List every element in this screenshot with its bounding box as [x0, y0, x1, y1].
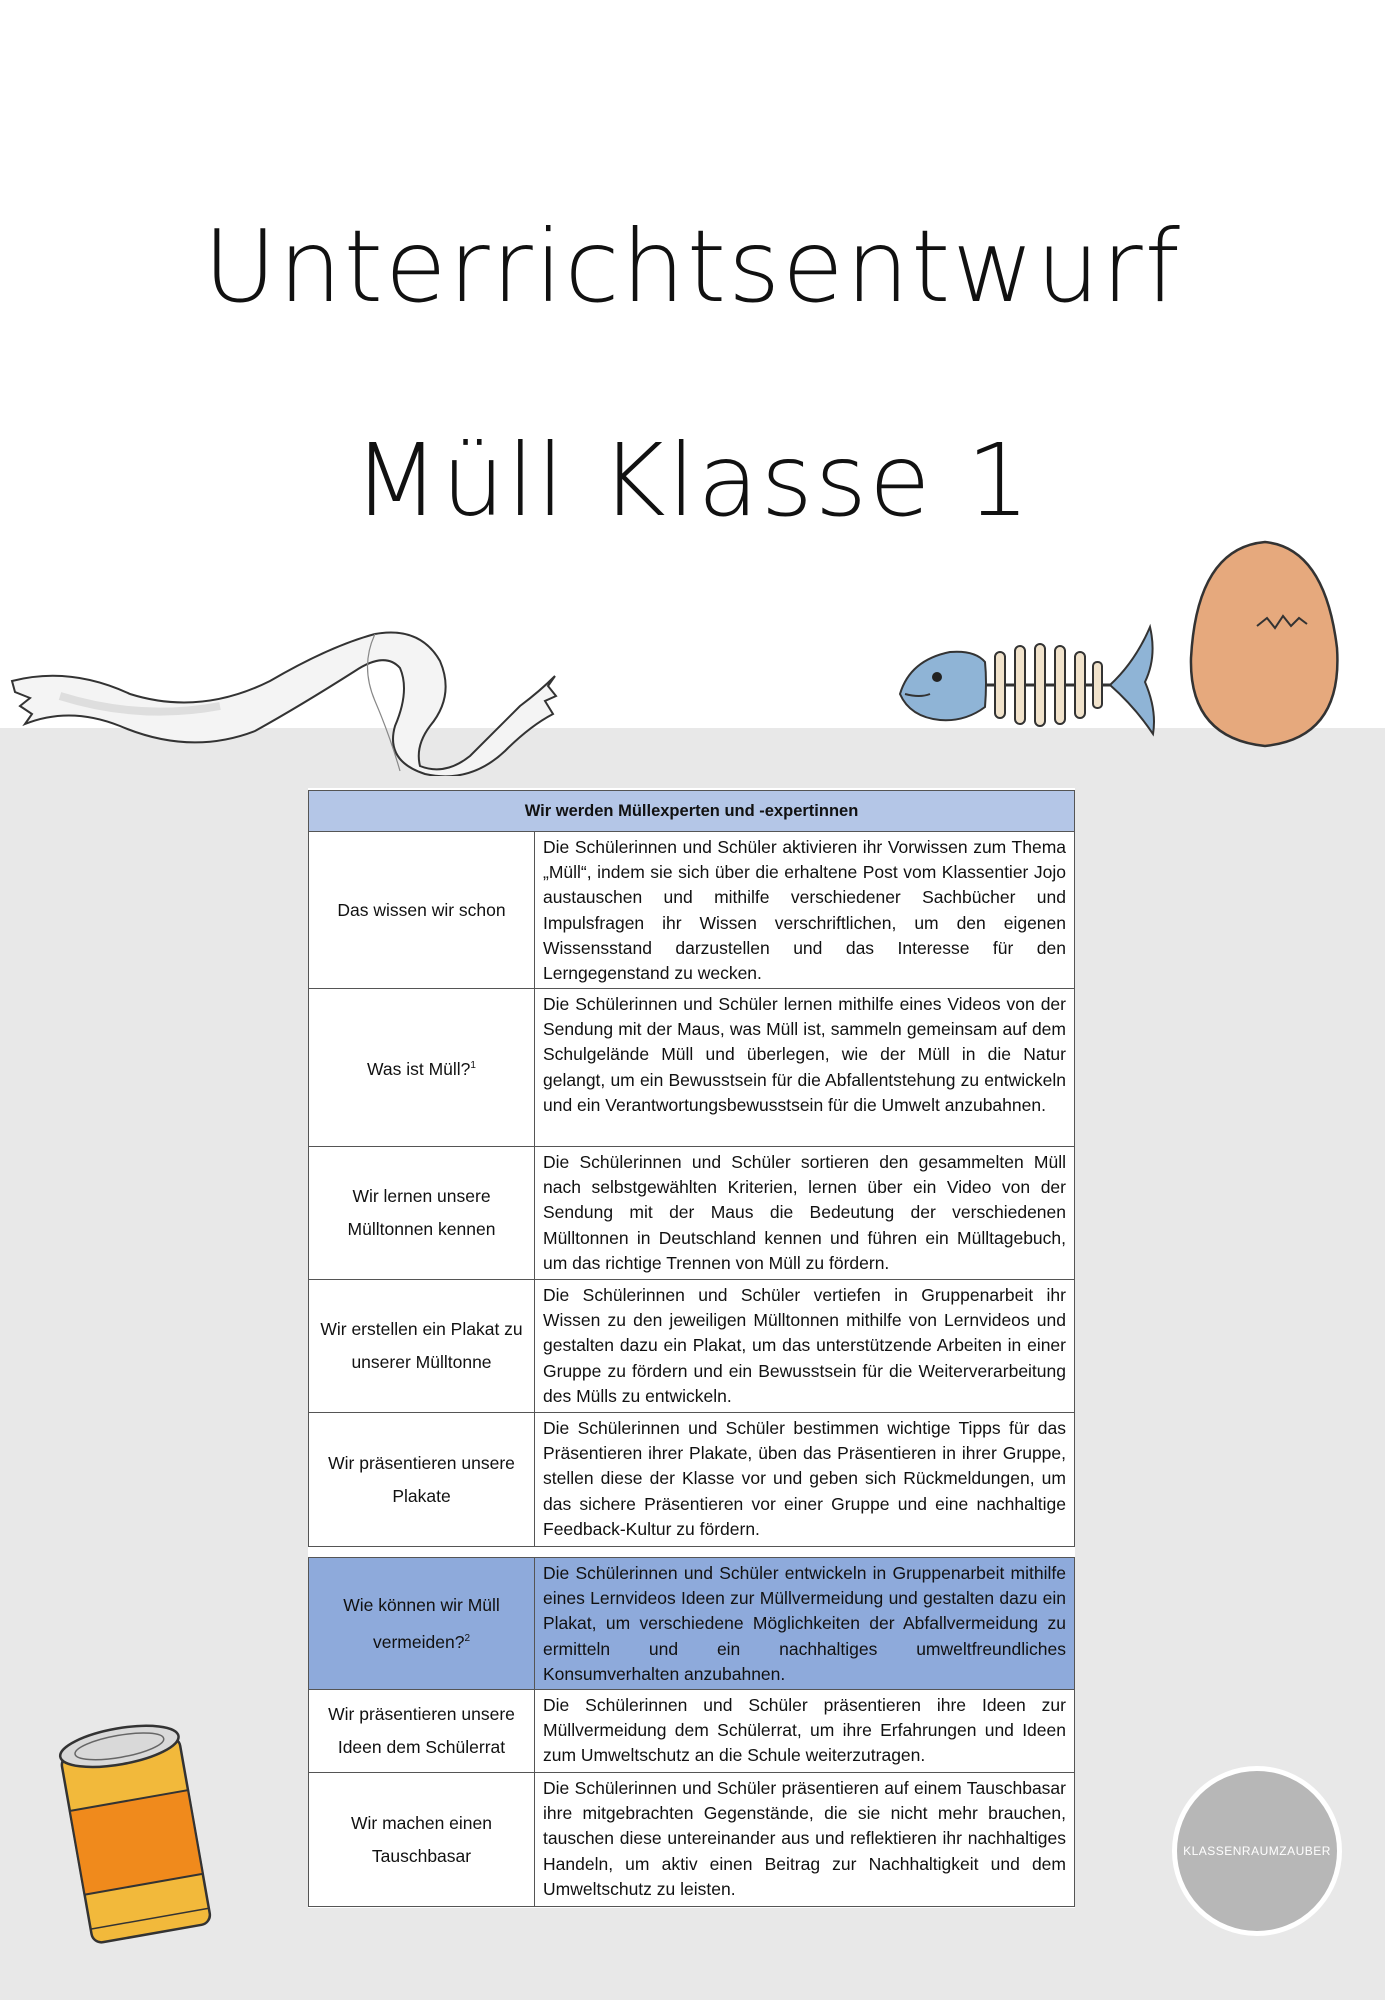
- table-row: [308, 1413, 1075, 1547]
- page-subtitle: Müll Klasse 1: [353, 422, 1032, 539]
- row-topic: Wir präsentieren unsere Ideen dem Schülerrat: [309, 1690, 535, 1772]
- row-description: Die Schülerinnen und Schüler lernen mithilfe eines Videos von der Sendung mit der Maus, was Müll ist, sammeln gemeinsam auf dem Schulgelände Müll und überlegen, wie der Müll in die Natur gelangt, um ein Bewusstsein für die Abfallentstehung zu entwickeln und ein Verantwortungsbewusstsein für die Umwelt anzubahnen.: [543, 994, 1066, 1115]
- row-description: Die Schülerinnen und Schüler aktivieren ihr Vorwissen zum Thema „Müll“, indem sie sich über die erhaltene Post vom Klassentier Jojo austauschen und mithilfe verschiedener Sachbücher und Impulsfragen ihr Wissen verschriftlichen, um den eigenen Wissensstand darzustellen und das Interesse für den Lerngegenstand zu wecken.: [543, 837, 1066, 984]
- table-row-highlighted: [308, 1557, 1075, 1690]
- row-topic: Wir präsentieren unsere Plakate: [309, 1413, 535, 1546]
- row-topic: Wir machen einen Tauschbasar: [309, 1773, 535, 1906]
- table-row: [308, 1147, 1075, 1280]
- table-row: [308, 1773, 1075, 1907]
- row-description: Die Schülerinnen und Schüler präsentieren auf einem Tauschbasar ihre mitgebrachten Gegenstände, die sie nicht mehr brauchen, tauschen diese untereinander aus und reflektieren ihr nachhaltiges Handeln, um aktiv einen Beitrag zur Nachhaltigkeit und dem Umweltschutz zu leisten.: [543, 1778, 1066, 1899]
- table-header: Wir werden Müllexperten und -expertinnen: [308, 790, 1075, 832]
- fish-bone-illustration: [895, 622, 1185, 737]
- brand-badge: [1172, 1766, 1342, 1936]
- brand-badge-text: KLASSENRAUMZAUBER: [1183, 1844, 1331, 1858]
- row-topic: Wir lernen unsere Mülltonnen kennen: [309, 1147, 535, 1279]
- row-description: Die Schülerinnen und Schüler entwickeln in Gruppenarbeit mithilfe eines Lernvideos Ideen zur Müllvermeidung und gestalten dazu ein Plakat, um verschiedene Möglichkeiten der Abfallvermeidung zu ermitteln und ein nachhaltiges umweltfreundliches Konsumverhalten anzubahnen.: [535, 1558, 1074, 1689]
- table-row: [308, 989, 1075, 1147]
- page-title: Unterrichtsentwurf: [203, 208, 1182, 325]
- row-topic: Wie können wir Müll vermeiden?$^2$: [309, 1558, 535, 1689]
- row-description: Die Schülerinnen und Schüler vertiefen in Gruppenarbeit ihr Wissen zu den jeweiligen Mülltonnen mithilfe von Lernvideos und gestalten dazu ein Plakat, um das unterstützende Arbeiten in einer Gruppe zu fördern und ein Bewusstsein für die Weiterverarbeitung des Mülls zu entwickeln.: [543, 1285, 1066, 1406]
- row-topic: Was ist Müll?$^1$: [309, 989, 535, 1146]
- row-description: Die Schülerinnen und Schüler sortieren den gesammelten Müll nach selbstgewählten Kriterien, lernen über ein Video von der Sendung mit der Maus die Bedeutung der verschiedenen Mülltonnen in Deutschland kennen und führen ein Mülltagebuch, um das richtige Trennen von Müll zu fördern.: [543, 1152, 1066, 1273]
- row-topic: Das wissen wir schon: [309, 832, 535, 988]
- table-row: [308, 1280, 1075, 1413]
- paper-scrap-illustration: [0, 606, 570, 776]
- row-topic: Wir erstellen ein Plakat zu unserer Mülltonne: [309, 1280, 535, 1412]
- egg-illustration: [1185, 538, 1345, 750]
- row-description: Die Schülerinnen und Schüler präsentieren ihre Ideen zur Müllvermeidung dem Schülerrat, um ihre Erfahrungen und Ideen zum Umweltschutz an die Schule weiterzutragen.: [543, 1695, 1066, 1766]
- tin-can-illustration: [40, 1715, 230, 1955]
- table-row: [308, 1690, 1075, 1773]
- table-row: [308, 832, 1075, 989]
- row-description: Die Schülerinnen und Schüler bestimmen wichtige Tipps für das Präsentieren ihrer Plakate, üben das Präsentieren in ihrer Gruppe, stellen diese der Klasse vor und geben sich Rückmeldungen, um das sichere Präsentieren vor einer Gruppe und eine nachhaltige Feedback-Kultur zu fördern.: [543, 1418, 1066, 1539]
- lesson-plan-table: [308, 788, 1075, 1908]
